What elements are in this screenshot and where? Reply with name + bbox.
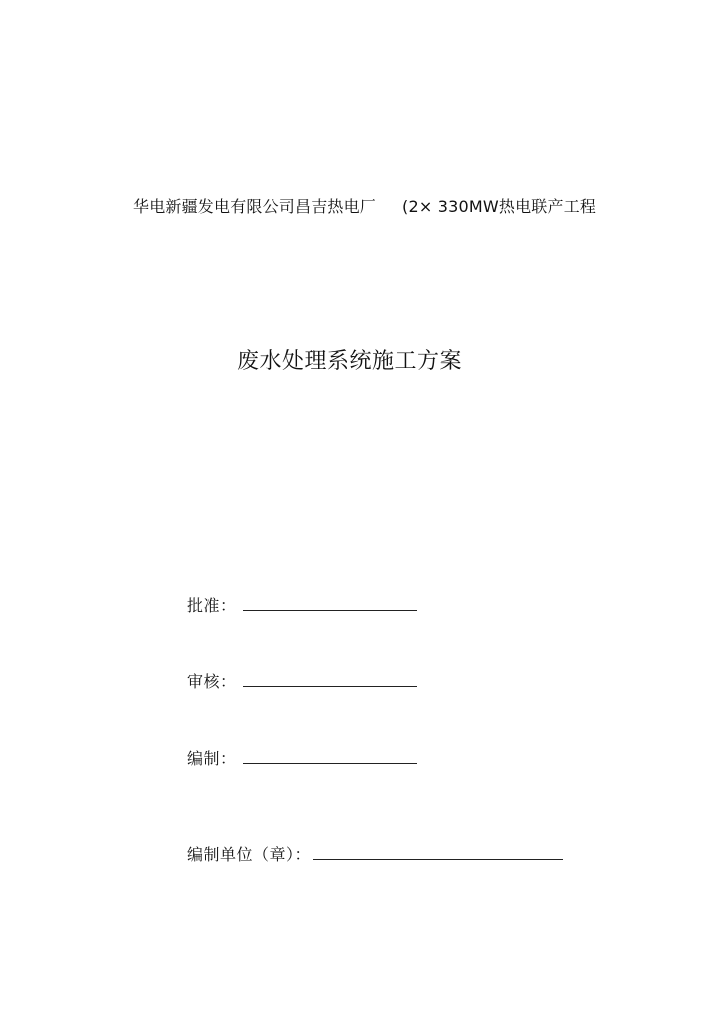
approve-signature-line [243,594,417,611]
compile-label: 编制： [187,749,237,768]
approve-row [187,593,417,616]
unit-label: 编制单位（章）： [187,845,312,864]
compile-signature-line [243,747,417,764]
document-title: 废水处理系统施工方案 [237,349,463,374]
unit-signature-line [313,843,563,860]
unit-row [187,842,563,865]
review-signature-line [243,670,417,687]
project-title-company: 华电新疆发电有限公司昌吉热电厂 [133,197,377,216]
compile-row [187,746,417,769]
review-label: 审核： [187,672,237,691]
approve-label: 批准： [187,596,237,615]
review-row [187,669,417,692]
project-title [133,194,596,217]
project-title-scope: (2× 330MW热电联产工程 [402,197,597,216]
